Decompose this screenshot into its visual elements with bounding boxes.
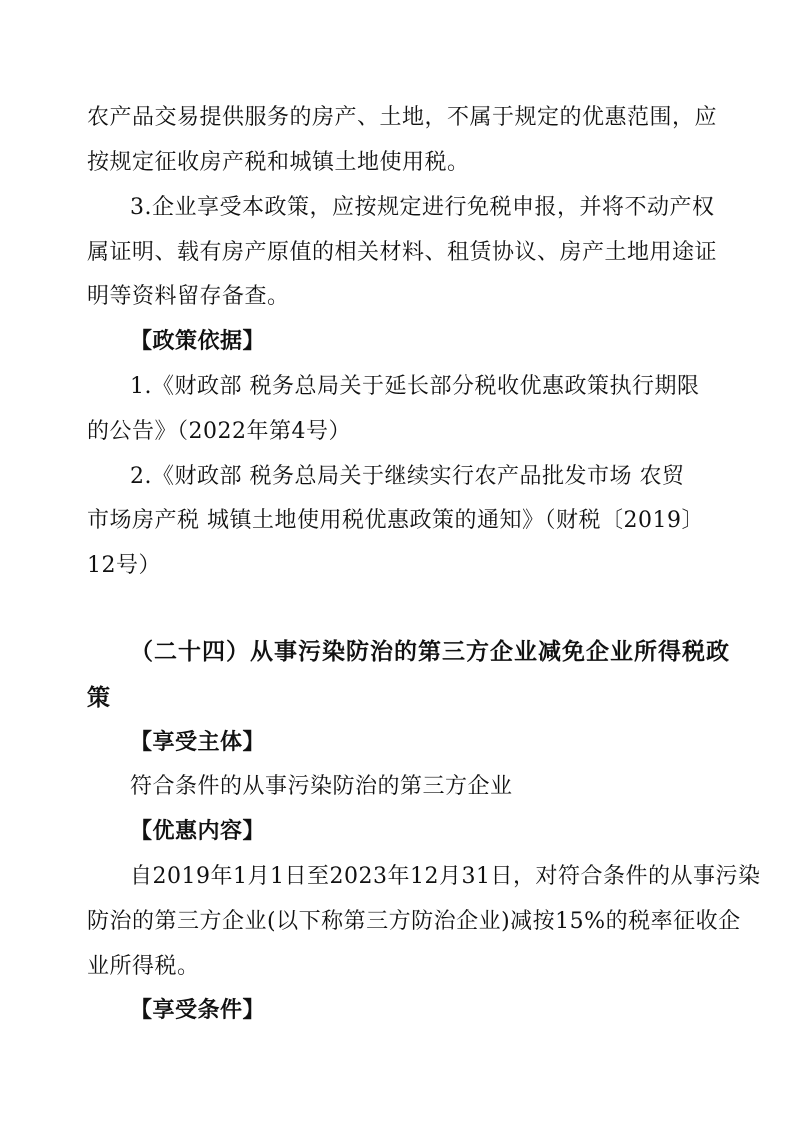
policy-ref2-line-1: 2.《财政部 税务总局关于继续实行农产品批发市场 农贸 xyxy=(130,464,685,489)
policy-ref1-line-1: 1.《财政部 税务总局关于延长部分税收优惠政策执行期限 xyxy=(130,374,700,399)
content-heading: 【优惠内容】 xyxy=(130,819,266,844)
item3-line-1: 3.企业享受本政策，应按规定进行免税申报，并将不动产权 xyxy=(130,195,715,220)
policy-ref2-line-2: 市场房产税 城镇土地使用税优惠政策的通知》（财税〔2019〕 xyxy=(87,508,704,533)
policy-ref2-line-3: 12号） xyxy=(87,553,161,578)
intro-line-2: 按规定征收房产税和城镇土地使用税。 xyxy=(87,150,470,175)
section-title-line-1: （二十四）从事污染防治的第三方企业减免企业所得税政 xyxy=(130,639,730,665)
content-line-2: 防治的第三方企业(以下称第三方防治企业)减按15%的税率征收企 xyxy=(87,909,741,934)
item3-line-2: 属证明、载有房产原值的相关材料、租赁协议、房产土地用途证 xyxy=(87,240,718,265)
intro-line-1: 农产品交易提供服务的房产、土地，不属于规定的优惠范围，应 xyxy=(87,105,718,130)
item3-line-3: 明等资料留存备查。 xyxy=(87,284,290,309)
subject-heading: 【享受主体】 xyxy=(130,730,266,755)
subject-text: 符合条件的从事污染防治的第三方企业 xyxy=(130,774,513,799)
section-title-line-2: 策 xyxy=(87,685,111,711)
content-line-1: 自2019年1月1日至2023年12月31日，对符合条件的从事污染 xyxy=(130,864,761,889)
policy-ref1-line-2: 的公告》（2022年第4号） xyxy=(87,419,351,444)
policy-basis-heading: 【政策依据】 xyxy=(130,329,266,354)
content-line-3: 业所得税。 xyxy=(87,954,200,979)
conditions-heading: 【享受条件】 xyxy=(130,998,266,1023)
